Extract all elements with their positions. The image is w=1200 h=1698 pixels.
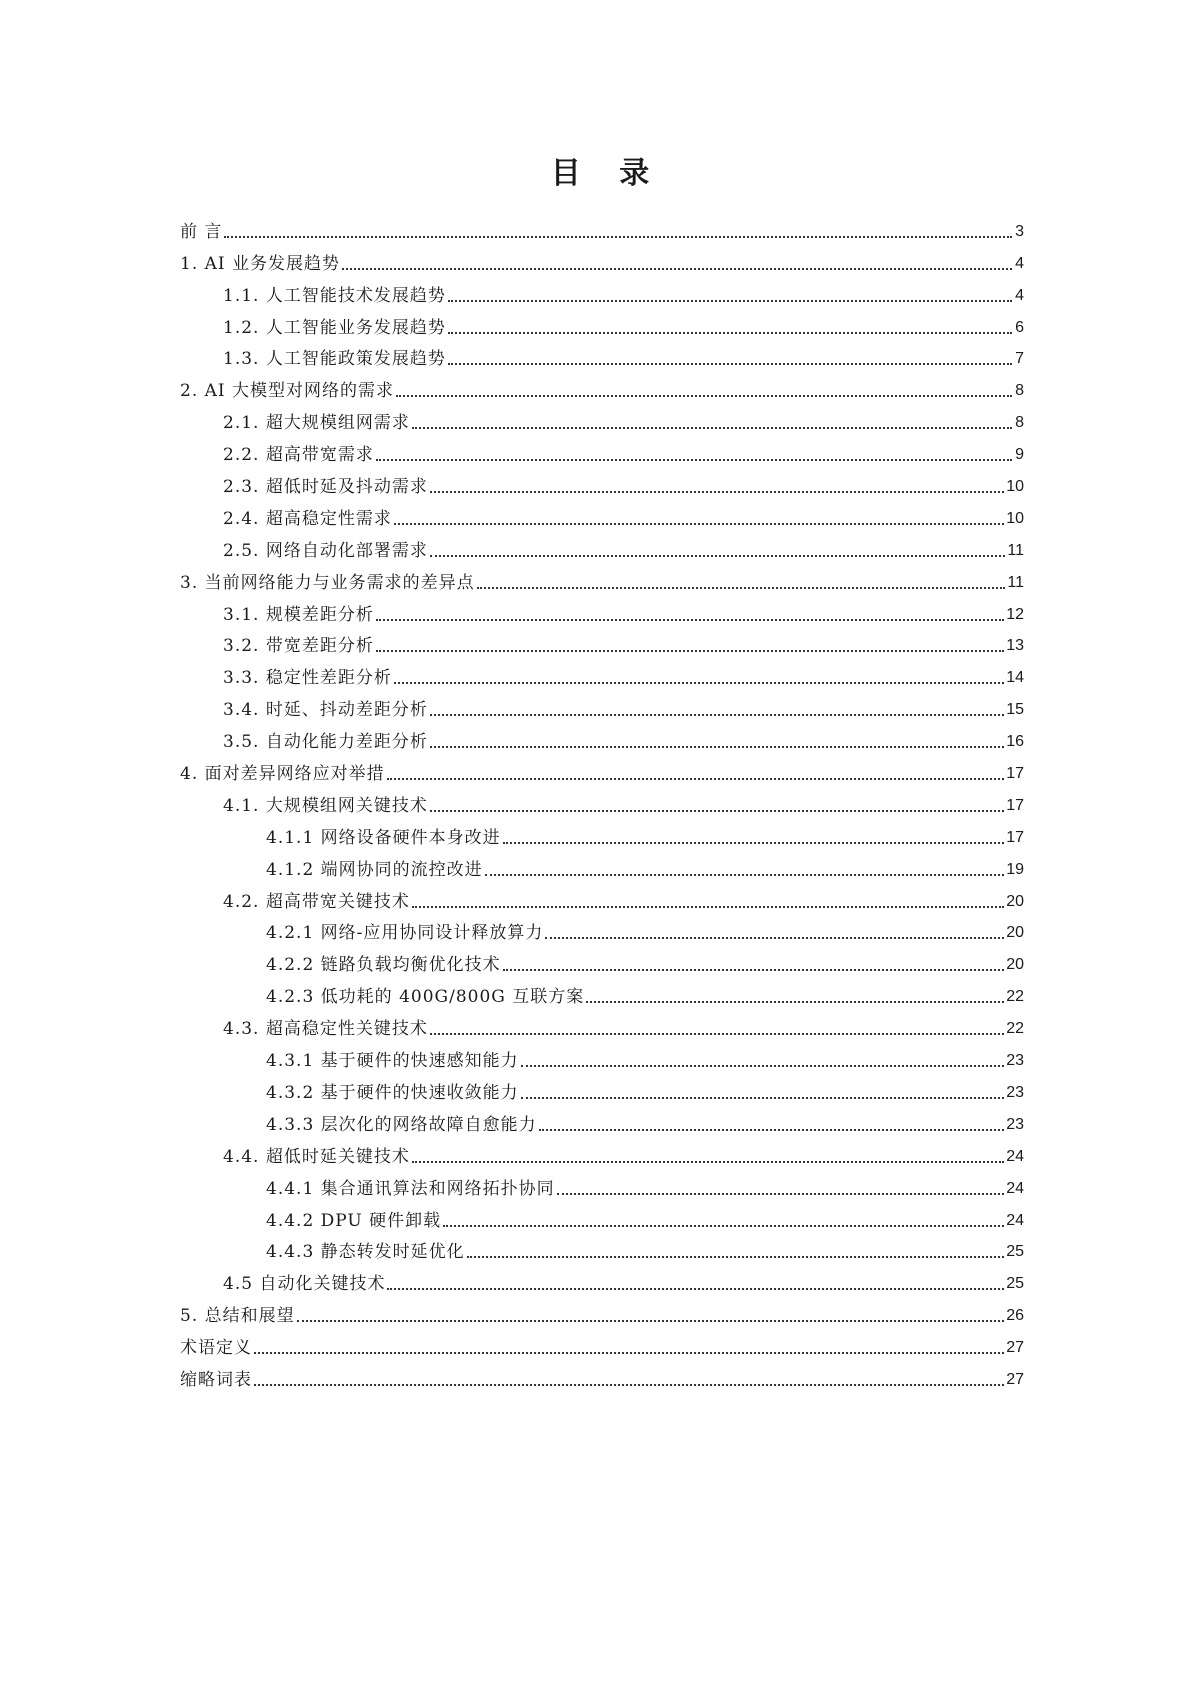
toc-dot-leader — [430, 491, 1004, 493]
toc-entry-label: 2. AI 大模型对网络的需求 — [180, 381, 395, 402]
toc-entry-page-number: 9 — [1015, 446, 1024, 464]
toc-entry[interactable] — [180, 849, 1024, 881]
toc-entry-page-number: 13 — [1006, 637, 1024, 655]
toc-entry-page-number: 7 — [1015, 350, 1024, 368]
toc-dot-leader — [412, 906, 1004, 908]
toc-dot-leader — [586, 1001, 1004, 1003]
toc-entry-page-number: 20 — [1006, 924, 1024, 942]
toc-entry-label: 5. 总结和展望 — [180, 1306, 295, 1327]
toc-entry[interactable] — [180, 1008, 1024, 1040]
toc-entry[interactable] — [180, 370, 1024, 402]
toc-dot-leader — [387, 1288, 1004, 1290]
toc-entry-label: 4.2.1 网络-应用协同设计释放算力 — [266, 923, 544, 944]
toc-entry[interactable] — [180, 817, 1024, 849]
toc-entry-page-number: 4 — [1015, 286, 1024, 304]
toc-entry-page-number: 4 — [1015, 254, 1024, 272]
toc-entry-label: 4.3.3 层次化的网络故障自愈能力 — [266, 1114, 537, 1135]
toc-dot-leader — [521, 1097, 1005, 1099]
toc-entry[interactable] — [180, 1104, 1024, 1136]
toc-entry[interactable] — [180, 562, 1024, 594]
toc-entry[interactable] — [180, 1232, 1024, 1264]
toc-entry-label: 1.2. 人工智能业务发展趋势 — [223, 317, 446, 338]
toc-entry-label: 术语定义 — [180, 1338, 252, 1359]
toc-dot-leader — [387, 778, 1005, 780]
toc-entry[interactable] — [180, 976, 1024, 1008]
toc-entry-page-number: 20 — [1006, 892, 1024, 910]
toc-entry-label: 4.2. 超高带宽关键技术 — [223, 891, 410, 912]
toc-entry-label: 前 言 — [180, 221, 223, 242]
toc-dot-leader — [412, 1161, 1004, 1163]
toc-entry[interactable] — [180, 626, 1024, 658]
toc-dot-leader — [503, 969, 1005, 971]
toc-entry-label: 4.1. 大规模组网关键技术 — [223, 795, 428, 816]
toc-entry-page-number: 10 — [1006, 478, 1024, 496]
toc-entry-page-number: 16 — [1006, 733, 1024, 751]
toc-entry-label: 4.4.3 静态转发时延优化 — [266, 1242, 465, 1263]
toc-dot-leader — [467, 1256, 1005, 1258]
toc-entry-label: 3.5. 自动化能力差距分析 — [223, 732, 428, 753]
toc-entry-page-number: 17 — [1006, 765, 1024, 783]
toc-entry[interactable] — [180, 594, 1024, 626]
toc-entry-label: 3.3. 稳定性差距分析 — [223, 668, 392, 689]
table-of-contents — [180, 211, 1024, 1391]
toc-entry[interactable] — [180, 211, 1024, 243]
toc-entry-page-number: 17 — [1006, 828, 1024, 846]
toc-entry-label: 3.4. 时延、抖动差距分析 — [223, 700, 428, 721]
toc-entry[interactable] — [180, 498, 1024, 530]
toc-dot-leader — [224, 236, 1012, 238]
toc-entry-label: 3. 当前网络能力与业务需求的差异点 — [180, 572, 475, 593]
toc-entry-label: 4.3.2 基于硬件的快速收敛能力 — [266, 1082, 519, 1103]
toc-dot-leader — [503, 842, 1005, 844]
toc-dot-leader — [297, 1320, 1005, 1322]
toc-entry-page-number: 25 — [1006, 1275, 1024, 1293]
toc-entry[interactable] — [180, 721, 1024, 753]
toc-entry[interactable] — [180, 1040, 1024, 1072]
toc-entry[interactable] — [180, 944, 1024, 976]
toc-entry-page-number: 8 — [1015, 382, 1024, 400]
toc-entry[interactable] — [180, 1200, 1024, 1232]
toc-dot-leader — [448, 332, 1012, 334]
toc-title: 目 录 — [550, 156, 664, 191]
toc-dot-leader — [430, 810, 1004, 812]
toc-entry[interactable] — [180, 243, 1024, 275]
toc-entry-label: 4.4. 超低时延关键技术 — [223, 1146, 410, 1167]
toc-dot-leader — [545, 937, 1004, 939]
toc-entry[interactable] — [180, 913, 1024, 945]
toc-dot-leader — [521, 1065, 1005, 1067]
toc-entry-label: 1. AI 业务发展趋势 — [180, 253, 341, 274]
toc-entry-page-number: 8 — [1015, 414, 1024, 432]
toc-entry-label: 1.1. 人工智能技术发展趋势 — [223, 285, 446, 306]
toc-entry[interactable] — [180, 339, 1024, 371]
toc-entry-page-number: 12 — [1006, 605, 1024, 623]
toc-dot-leader — [539, 1129, 1005, 1131]
toc-entry-page-number: 3 — [1015, 222, 1024, 240]
toc-dot-leader — [448, 300, 1012, 302]
toc-entry-label: 2.5. 网络自动化部署需求 — [223, 540, 428, 561]
toc-entry-page-number: 23 — [1006, 1052, 1024, 1070]
toc-entry-label: 4.2.3 低功耗的 400G/800G 互联方案 — [266, 987, 585, 1008]
toc-dot-leader — [254, 1384, 1004, 1386]
toc-entry-label: 3.1. 规模差距分析 — [223, 604, 374, 625]
toc-dot-leader — [394, 523, 1004, 525]
toc-dot-leader — [430, 714, 1004, 716]
toc-entry-label: 3.2. 带宽差距分析 — [223, 636, 374, 657]
toc-entry[interactable] — [180, 275, 1024, 307]
toc-entry[interactable] — [180, 1168, 1024, 1200]
toc-entry[interactable] — [180, 434, 1024, 466]
toc-entry[interactable] — [180, 657, 1024, 689]
toc-entry-label: 4.5 自动化关键技术 — [223, 1274, 386, 1295]
toc-dot-leader — [376, 619, 1004, 621]
toc-entry[interactable] — [180, 402, 1024, 434]
toc-entry[interactable] — [180, 1263, 1024, 1295]
toc-entry-label: 4.4.2 DPU 硬件卸载 — [266, 1210, 442, 1231]
toc-entry-label: 4.1.2 端网协同的流控改进 — [266, 859, 483, 880]
toc-entry-page-number: 15 — [1006, 701, 1024, 719]
toc-entry[interactable] — [180, 689, 1024, 721]
toc-entry-page-number: 19 — [1006, 860, 1024, 878]
toc-entry-label: 1.3. 人工智能政策发展趋势 — [223, 349, 446, 370]
toc-entry[interactable] — [180, 1072, 1024, 1104]
toc-entry[interactable] — [180, 1359, 1024, 1391]
toc-entry-label: 4.4.1 集合通讯算法和网络拓扑协同 — [266, 1178, 555, 1199]
toc-entry-page-number: 6 — [1015, 318, 1024, 336]
toc-entry[interactable] — [180, 530, 1024, 562]
toc-entry-page-number: 27 — [1006, 1339, 1024, 1357]
toc-dot-leader — [394, 682, 1004, 684]
toc-entry[interactable] — [180, 881, 1024, 913]
toc-dot-leader — [412, 427, 1012, 429]
toc-entry-label: 4.2.2 链路负载均衡优化技术 — [266, 955, 501, 976]
toc-dot-leader — [430, 1033, 1004, 1035]
toc-dot-leader — [557, 1193, 1005, 1195]
toc-dot-leader — [430, 746, 1004, 748]
toc-dot-leader — [443, 1225, 1004, 1227]
toc-dot-leader — [485, 874, 1005, 876]
toc-dot-leader — [448, 363, 1012, 365]
toc-dot-leader — [376, 459, 1012, 461]
toc-entry[interactable] — [180, 1327, 1024, 1359]
toc-entry-page-number: 17 — [1006, 796, 1024, 814]
toc-entry-page-number: 20 — [1006, 956, 1024, 974]
toc-entry-label: 4. 面对差异网络应对举措 — [180, 764, 385, 785]
toc-entry-page-number: 22 — [1006, 1020, 1024, 1038]
toc-entry-page-number: 26 — [1006, 1307, 1024, 1325]
toc-entry[interactable] — [180, 1136, 1024, 1168]
toc-dot-leader — [254, 1352, 1004, 1354]
toc-entry-page-number: 27 — [1006, 1370, 1024, 1388]
toc-entry[interactable] — [180, 307, 1024, 339]
toc-entry-page-number: 24 — [1006, 1179, 1024, 1197]
toc-dot-leader — [376, 650, 1004, 652]
toc-entry-page-number: 25 — [1006, 1243, 1024, 1261]
toc-entry[interactable] — [180, 785, 1024, 817]
toc-entry-label: 4.3.1 基于硬件的快速感知能力 — [266, 1051, 519, 1072]
toc-entry-page-number: 22 — [1006, 988, 1024, 1006]
toc-entry-page-number: 23 — [1006, 1115, 1024, 1133]
toc-entry-label: 4.3. 超高稳定性关键技术 — [223, 1019, 428, 1040]
toc-entry-label: 4.1.1 网络设备硬件本身改进 — [266, 827, 501, 848]
toc-entry-page-number: 14 — [1006, 669, 1024, 687]
toc-entry[interactable] — [180, 466, 1024, 498]
toc-dot-leader — [396, 395, 1012, 397]
toc-entry-page-number: 11 — [1007, 541, 1024, 559]
toc-entry-label: 2.2. 超高带宽需求 — [223, 445, 374, 466]
toc-dot-leader — [430, 555, 1006, 557]
toc-dot-leader — [477, 587, 1006, 589]
toc-entry-page-number: 10 — [1006, 509, 1024, 527]
toc-entry-label: 2.1. 超大规模组网需求 — [223, 413, 410, 434]
toc-entry-page-number: 23 — [1006, 1083, 1024, 1101]
toc-entry[interactable] — [180, 753, 1024, 785]
toc-entry-page-number: 24 — [1006, 1147, 1024, 1165]
toc-entry-label: 缩略词表 — [180, 1369, 252, 1390]
toc-entry-page-number: 24 — [1006, 1211, 1024, 1229]
toc-entry-label: 2.3. 超低时延及抖动需求 — [223, 477, 428, 498]
toc-entry-label: 2.4. 超高稳定性需求 — [223, 508, 392, 529]
toc-entry[interactable] — [180, 1295, 1024, 1327]
toc-entry-page-number: 11 — [1007, 573, 1024, 591]
toc-dot-leader — [342, 268, 1012, 270]
